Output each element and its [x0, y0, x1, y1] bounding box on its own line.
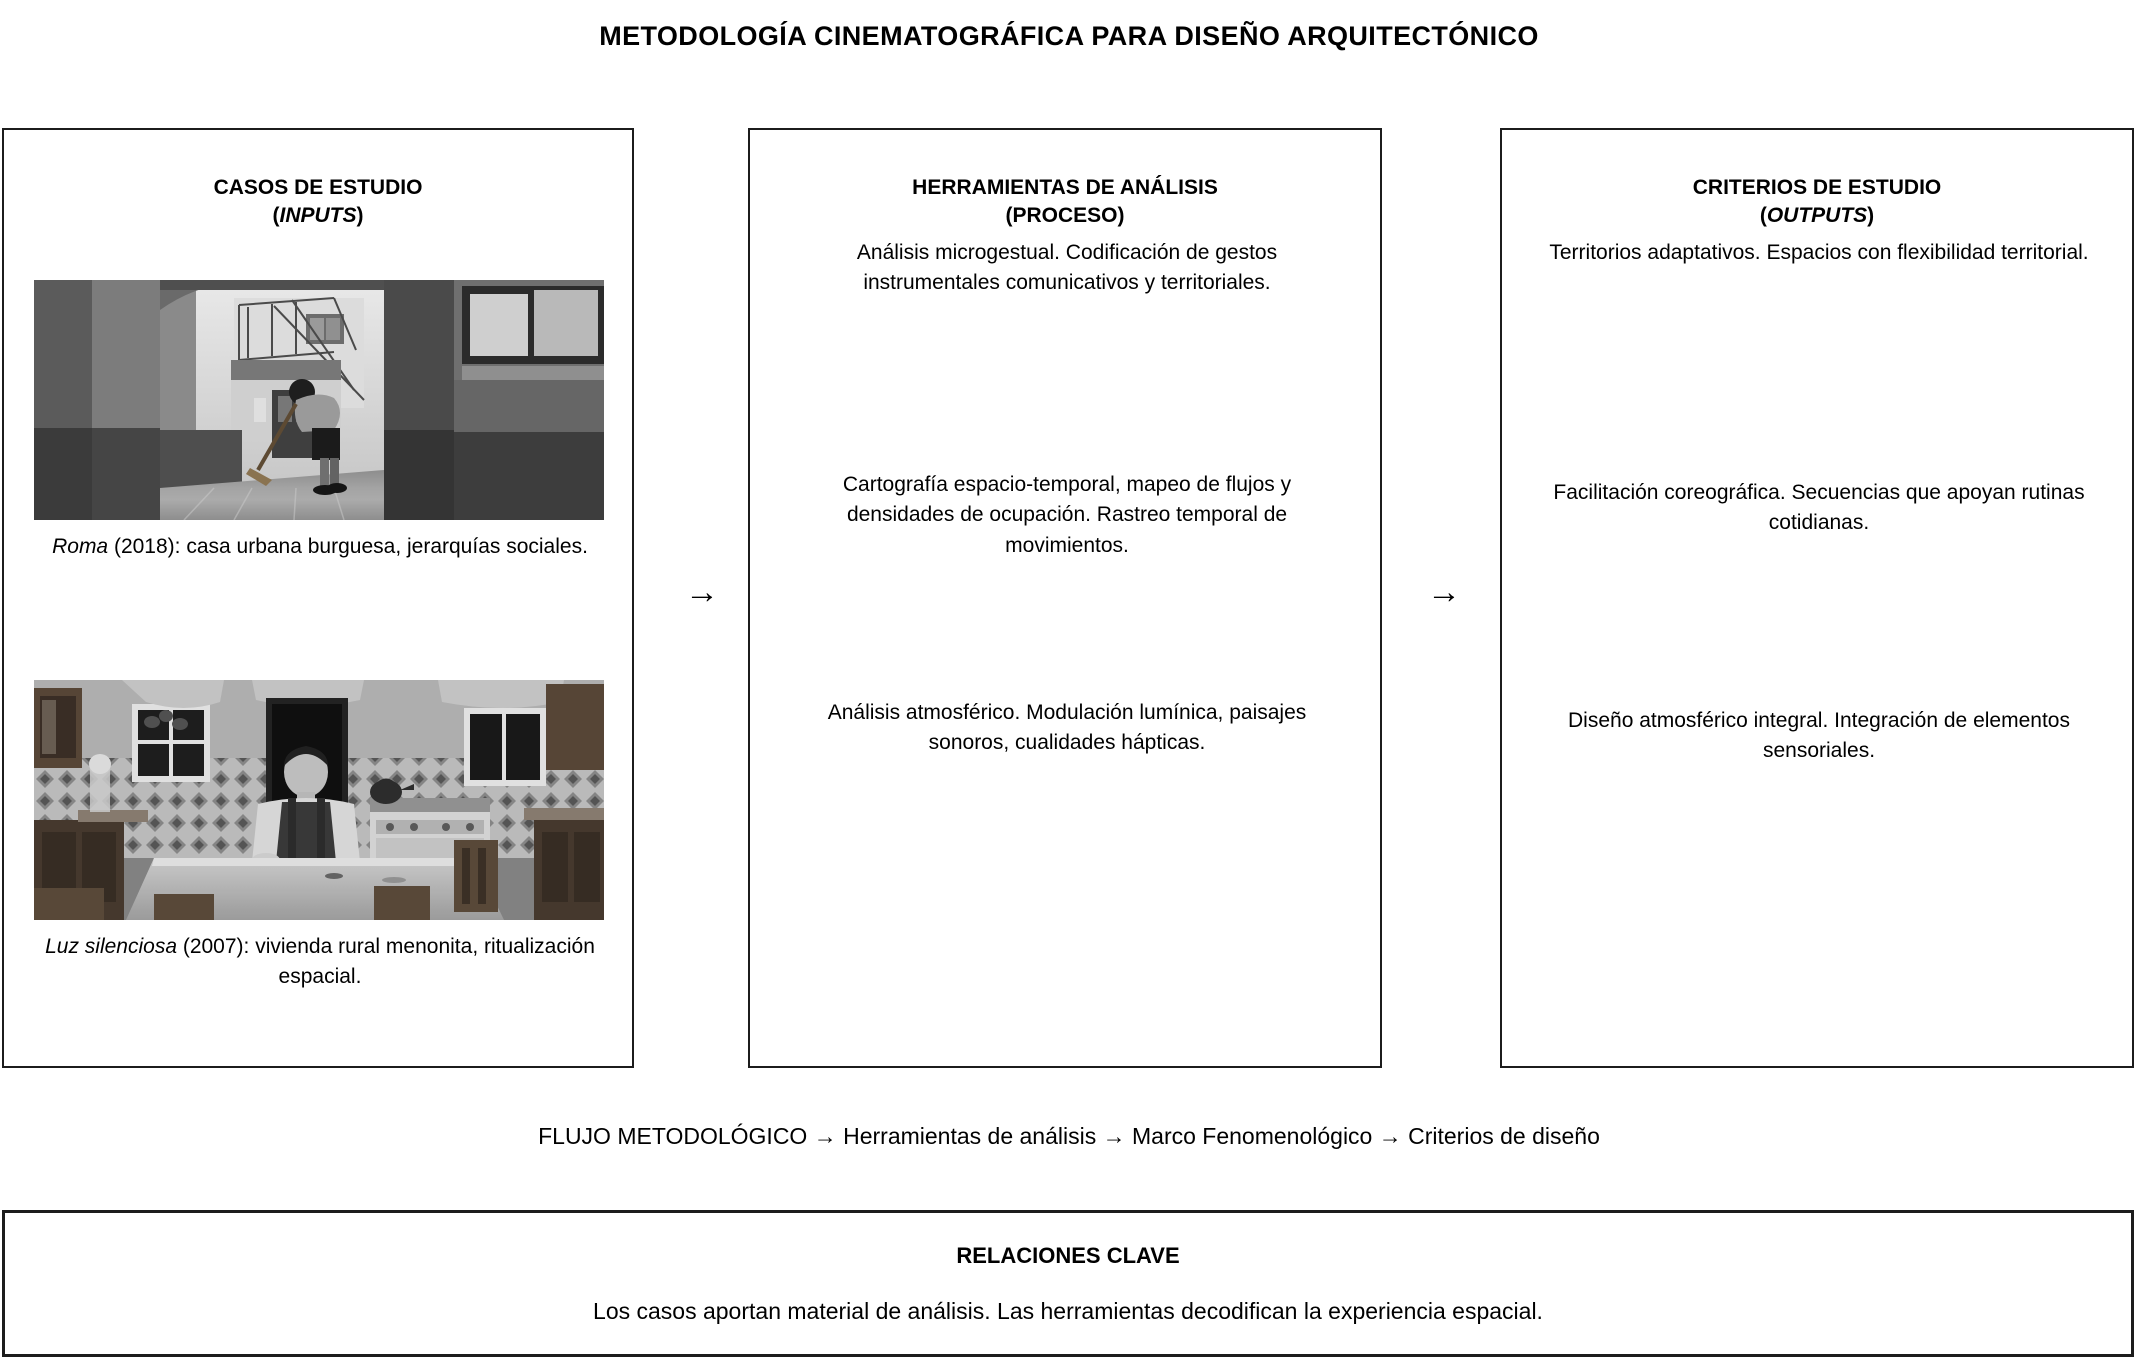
film-still-roma-corridor — [34, 280, 604, 520]
process-block-2: Cartografía espacio-temporal, mapeo de flujos y densidades de ocupación. Rastreo temporal de movimientos. — [842, 473, 1292, 557]
caption-luz-rest: (2007): vivienda rural menonita, ritualización espacial. — [177, 935, 595, 989]
column-casos-de-estudio — [2, 128, 634, 1068]
caption-roma-title: Roma — [52, 535, 109, 558]
arrow-right-icon: → — [685, 573, 719, 611]
flow-methodology-line: FLUJO METODOLÓGICO → Herramientas de análisis → Marco Fenomenológico → Criterios de diseño — [538, 1123, 1600, 1149]
column-header-outputs — [1502, 174, 2132, 231]
relaciones-clave-box — [2, 1210, 2134, 1357]
relaciones-clave-title: RELACIONES CLAVE — [956, 1243, 1180, 1268]
page-title: METODOLOGÍA CINEMATOGRÁFICA PARA DISEÑO ARQUITECTÓNICO — [599, 21, 1539, 51]
column-herramientas-de-analisis — [748, 128, 1382, 1068]
film-still-luz-silenciosa-kitchen — [34, 680, 604, 920]
caption-roma — [20, 532, 620, 562]
output-block-3: Diseño atmosférico integral. Integración de elementos sensoriales. — [1568, 709, 2070, 763]
relaciones-clave-text: Los casos aportan material de análisis. Las herramientas decodifican la experiencia espacial. — [593, 1298, 1543, 1324]
column-header-inputs — [4, 174, 632, 231]
caption-luz-title: Luz silenciosa — [45, 935, 177, 958]
column-heading-inputs: CASOS DE ESTUDIO — [213, 176, 423, 199]
arrow-right-icon: → — [1427, 573, 1461, 611]
process-block-1: Análisis microgestual. Codificación de gestos instrumentales comunicativos y territoriales. — [856, 241, 1278, 295]
caption-luz-silenciosa — [20, 932, 620, 993]
caption-roma-rest: (2018): casa urbana burguesa, jerarquías sociales. — [108, 535, 588, 558]
column-subheading-inputs: (INPUTS) — [272, 204, 364, 228]
column-subheading-process: (PROCESO) — [1005, 204, 1125, 228]
output-block-1: Territorios adaptativos. Espacios con flexibilidad territorial. — [1549, 241, 2089, 264]
column-heading-outputs: CRITERIOS DE ESTUDIO — [1692, 176, 1942, 199]
column-heading-process: HERRAMIENTAS DE ANÁLISIS — [912, 176, 1218, 199]
column-criterios-de-estudio — [1500, 128, 2134, 1068]
column-header-process — [750, 174, 1380, 231]
process-block-3: Análisis atmosférico. Modulación lumínica, paisajes sonoros, cualidades hápticas. — [827, 701, 1307, 755]
output-block-2: Facilitación coreográfica. Secuencias que apoyan rutinas cotidianas. — [1553, 481, 2085, 535]
column-subheading-outputs: (OUTPUTS) — [1759, 204, 1875, 228]
